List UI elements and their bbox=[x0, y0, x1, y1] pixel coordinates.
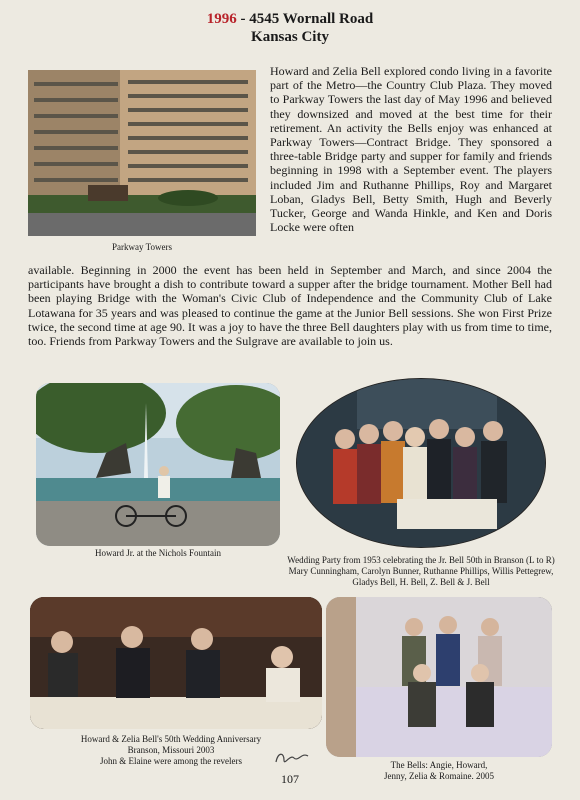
anniversary-photo bbox=[30, 597, 322, 729]
signature-monogram bbox=[272, 748, 312, 768]
parkway-towers-photo bbox=[28, 70, 256, 236]
anniversary-caption bbox=[42, 734, 300, 767]
header-address: - 4545 Wornall Road bbox=[240, 11, 374, 27]
wedding-party-photo bbox=[296, 378, 546, 548]
page-header bbox=[0, 10, 580, 46]
anniversary-caption-line3: John & Elaine were among the revelers bbox=[100, 756, 242, 766]
bells-caption-line2: Jenny, Zelia & Romaine. 2005 bbox=[384, 771, 494, 781]
nichols-fountain-photo bbox=[36, 383, 280, 546]
bells-caption-line1: The Bells: Angie, Howard, bbox=[390, 760, 488, 770]
paragraph-full: available. Beginning in 2000 the event has been held in September and March, and since 2004 the participants have brought a dish to contribute toward a supper after the bridge tournament. Mother Bell had been playing Bridge with the Woman's Civic Club of Independence and the Community Club of Lake Lotawana for 35 years and was pleased to continue the game at the Junior Bell sessions. She won First Prize twice, the second time at age 90. It was a joy to have the three Bell daughters play with us from time to time, too. Friends from Parkway Towers and the Sulgrave are available to join us. bbox=[28, 263, 552, 349]
bells-family-photo bbox=[326, 597, 552, 757]
header-line-1 bbox=[0, 10, 580, 28]
anniversary-caption-line2: Branson, Missouri 2003 bbox=[127, 745, 215, 755]
fountain-caption: Howard Jr. at the Nichols Fountain bbox=[95, 548, 221, 558]
wedding-party-caption: Wedding Party from 1953 celebrating the Jr. Bell 50th in Branson (L to R) Mary Cunningham, Carolyn Bunner, Ruthanne Phillips, Willis Pettegrew, Gladys Bell, H. Bell, Z. Bell & J. Bell bbox=[287, 555, 555, 587]
header-year: 1996 bbox=[206, 11, 237, 27]
anniversary-caption-line1: Howard & Zelia Bell's 50th Wedding Anniversary bbox=[80, 734, 262, 744]
parkway-towers-caption: Parkway Towers bbox=[112, 242, 172, 252]
page-number: 107 bbox=[281, 772, 299, 786]
paragraph-top: Howard and Zelia Bell explored condo living in a favorite part of the Metro—the Country Club Plaza. They moved to Parkway Towers the last day of May 1996 and believed they downsized and moved at the best time for their retirement. An activity the Bells enjoy was enhanced at Parkway Towers—Contract Bridge. They sponsored a three-table Bridge party and supper for family and friends beginning in 1998 with a September event. The players included Jim and Ruthanne Phillips, Roy and Margaret Loban, Gladys Bell, Betty Smith, Hugh and Beverly Tucker, George and Wanda Hinkle, and Ken and Doris Locke were often bbox=[270, 64, 552, 235]
header-city: Kansas City bbox=[251, 29, 329, 45]
